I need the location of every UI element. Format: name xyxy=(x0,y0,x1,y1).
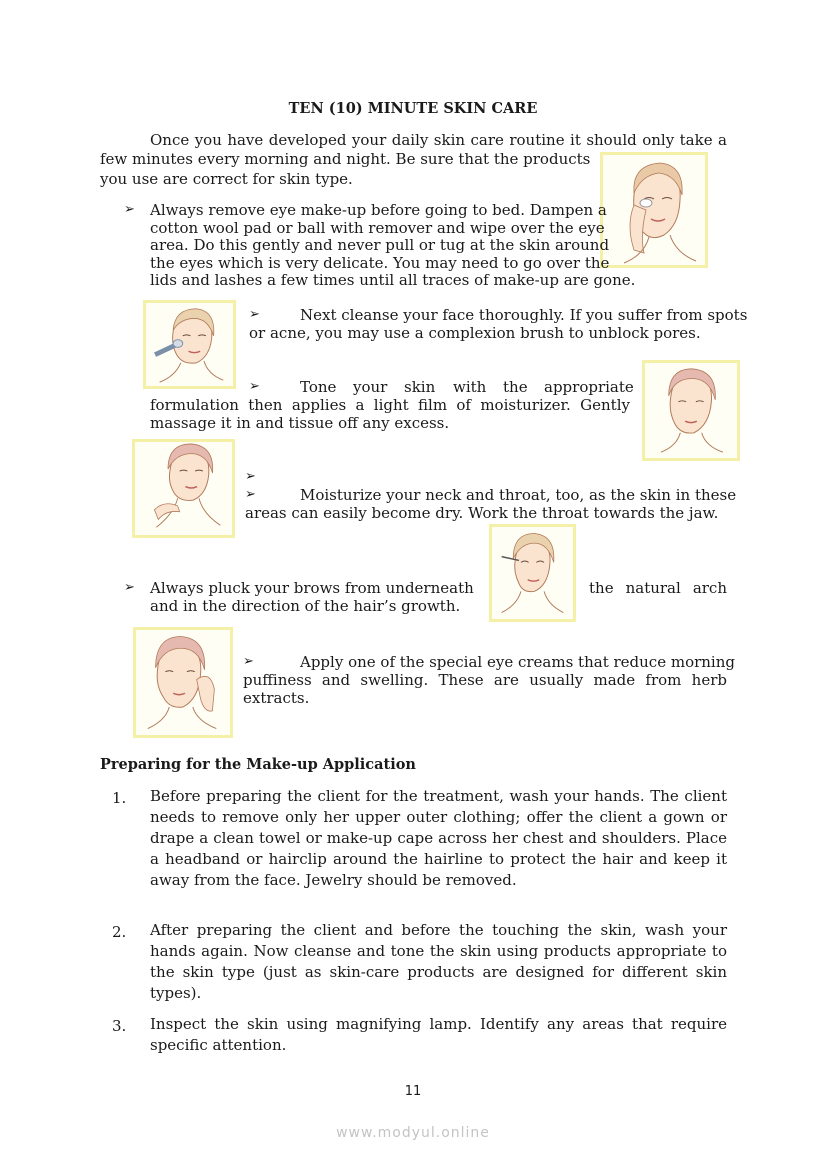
intro-line-1: Once you have developed your daily skin care routine it should only take a xyxy=(150,131,727,149)
neck-moisturizing-illustration xyxy=(132,439,235,538)
section-heading: Preparing for the Make-up Application xyxy=(100,756,416,773)
eye-cream-illustration xyxy=(133,627,233,738)
step1-line-4: the eyes which is very delicate. You may need to go over the xyxy=(150,254,610,272)
list-item-text: Inspect the skin using magnifying lamp. Identify any areas that require specific attention. xyxy=(150,1015,727,1054)
bullet-icon: ➢ xyxy=(243,654,254,669)
step5-line-2: and in the direction of the hair’s growth. xyxy=(150,597,461,615)
step6-line-3: extracts. xyxy=(243,689,310,707)
step5-line-1b: the natural arch xyxy=(589,579,727,597)
step1-line-1: Always remove eye make-up before going to bed. Dampen a xyxy=(150,201,607,219)
step3-word-5: the xyxy=(503,378,528,396)
bullet-icon: ➢ xyxy=(249,307,260,322)
list-item-text: After preparing the client and before the touching the skin, wash your hands again. Now cleanse and tone the skin using products appropriate to the skin type (just as skin-care products are designed for different skin types). xyxy=(150,921,727,1002)
intro-line-3: you use are correct for skin type. xyxy=(100,170,353,188)
watermark: www.modyul.online xyxy=(336,1125,490,1141)
list-item-number: 3. xyxy=(112,1017,127,1035)
step3-word-6: appropriate xyxy=(544,378,634,396)
step2-line-1: Next cleanse your face thoroughly. If you suffer from spots xyxy=(300,306,748,324)
bullet-icon: ➢ xyxy=(124,580,135,595)
step3-word-1: Tone xyxy=(300,378,337,396)
intro-line-2: few minutes every morning and night. Be sure that the products xyxy=(100,150,591,168)
bullet-icon: ➢ xyxy=(124,202,135,217)
step3-word-3: skin xyxy=(404,378,436,396)
step1-line-2: cotton wool pad or ball with remover and wipe over the eye xyxy=(150,219,605,237)
step5-line-1a: Always pluck your brows from underneath xyxy=(150,579,474,597)
step4-line-2: areas can easily become dry. Work the throat towards the jaw. xyxy=(245,504,719,522)
step6-line-2: puffiness and swelling. These are usually made from herb xyxy=(243,671,727,689)
page-number: 11 xyxy=(404,1084,422,1099)
eye-makeup-removal-illustration xyxy=(600,152,708,268)
step3-word-2: your xyxy=(353,378,388,396)
step4-line-1: Moisturize your neck and throat, too, as the skin in these xyxy=(300,486,737,504)
brow-plucking-illustration xyxy=(489,524,576,622)
step3-word-4: with xyxy=(453,378,487,396)
list-item-number: 1. xyxy=(112,789,127,807)
step2-line-2: or acne, you may use a complexion brush to unblock pores. xyxy=(249,324,701,342)
bullet-icon: ➢ xyxy=(249,379,260,394)
page-title: TEN (10) MINUTE SKIN CARE xyxy=(288,100,538,117)
list-item-number: 2. xyxy=(112,923,127,941)
step1-line-3: area. Do this gently and never pull or tug at the skin around xyxy=(150,236,610,254)
step3-line-2: formulation then applies a light film of moisturizer. Gently xyxy=(150,396,630,414)
step3-line-3: massage it in and tissue off any excess. xyxy=(150,414,450,432)
complexion-brush-illustration xyxy=(143,300,236,389)
step6-line-1: Apply one of the special eye creams that reduce morning xyxy=(300,653,735,671)
list-item-text: Before preparing the client for the treatment, wash your hands. The client needs to remove only her upper outer clothing; offer the client a gown or drape a clean towel or make-up cape across her chest and shoulders. Place a headband or hairclip around the hairline to protect the hair and keep it away from the face. Jewelry should be removed. xyxy=(150,787,727,889)
bullet-icon: ➢ xyxy=(245,469,256,484)
toning-illustration xyxy=(642,360,740,461)
step1-line-5: lids and lashes a few times until all traces of make-up are gone. xyxy=(150,271,636,289)
bullet-icon: ➢ xyxy=(245,487,256,502)
